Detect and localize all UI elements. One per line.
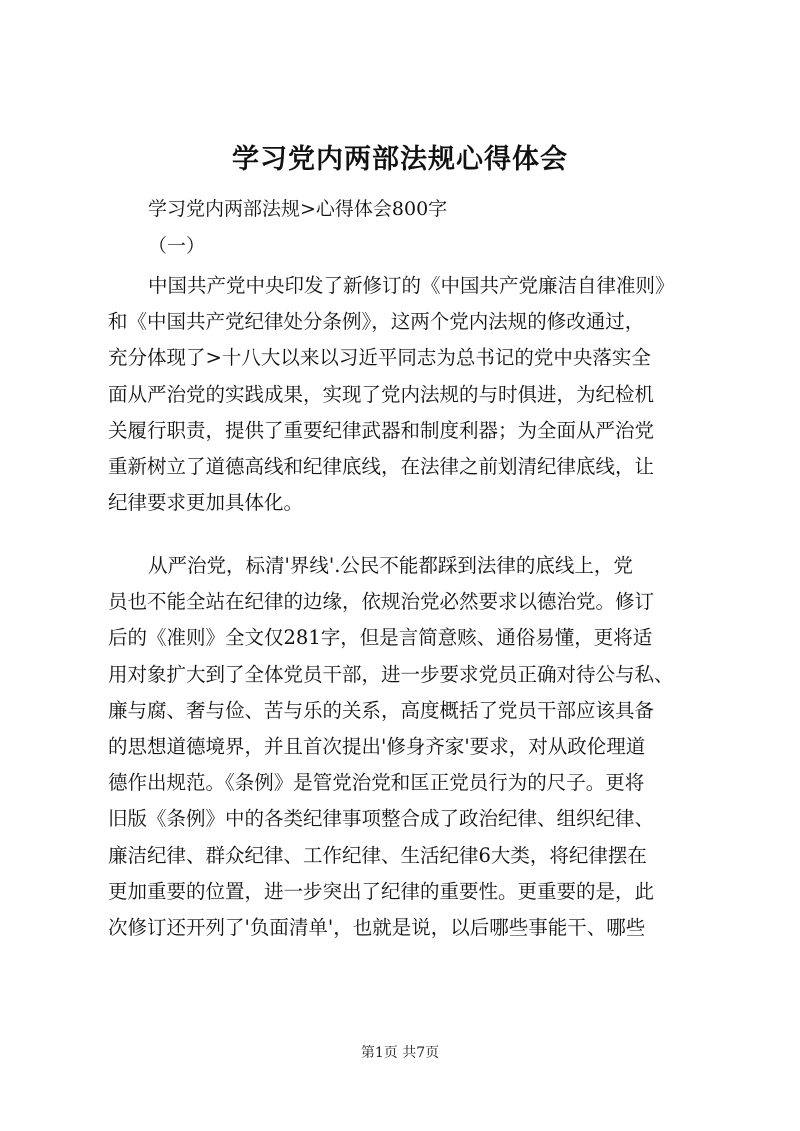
document-subtitle: 学习党内两部法规>心得体会800字 [148,198,448,220]
paragraph-line: 更加重要的位置，进一步突出了纪律的重要性。更重要的是，此 [108,879,655,903]
page-footer: 第1页 共7页 [360,1045,440,1061]
paragraph-line: 员也不能全站在纪律的边缘，依规治党必然要求以德治党。修订 [108,590,655,614]
paragraph-line: 用对象扩大到了全体党员干部，进一步要求党员正确对待公与私、 [108,662,674,686]
section-number: （一） [148,235,206,257]
document-title: 学习党内两部法规心得体会 [232,144,568,175]
paragraph-line: 面从严治党的实践成果，实现了党内法规的与时俱进，为纪检机 [108,382,655,406]
paragraph-line: 德作出规范。《条例》是管党治党和匡正党员行为的尺子。更将 [108,771,645,795]
paragraph-line: 充分体现了>十八大以来以习近平同志为总书记的党中央落实全 [108,346,651,370]
paragraph-line: 廉洁纪律、群众纪律、工作纪律、生活纪律6大类，将纪律摆在 [108,843,647,867]
paragraph-line: 从严治党，标清'界线'.公民不能都踩到法律的底线上，党 [148,554,633,577]
paragraph-line: 旧版《条例》中的各类纪律事项整合成了政治纪律、组织纪律、 [108,807,655,831]
paragraph-line: 次修订还开列了'负面清单'，也就是说，以后哪些事能干、哪些 [108,915,646,939]
paragraph-line: 廉与腐、奢与俭、苦与乐的关系，高度概括了党员干部应该具备 [108,698,655,722]
paragraph-line: 重新树立了道德高线和纪律底线，在法律之前划清纪律底线，让 [108,454,655,478]
paragraph-line: 和《中国共产党纪律处分条例》，这两个党内法规的修改通过， [108,310,645,334]
paragraph-line: 后的《准则》全文仅281字，但是言简意赅、通俗易懂，更将适 [108,626,653,650]
paragraph-2 [108,548,708,946]
paragraph-1 [108,268,708,521]
paragraph-line: 的思想道德境界，并且首次提出'修身齐家'要求，对从政伦理道 [108,734,646,758]
paragraph-line: 纪律要求更加具体化。 [108,491,304,515]
paragraph-line: 中国共产党中央印发了新修订的《中国共产党廉洁自律准则》 [148,274,675,297]
paragraph-line: 关履行职责，提供了重要纪律武器和制度利器；为全面从严治党 [108,418,655,442]
